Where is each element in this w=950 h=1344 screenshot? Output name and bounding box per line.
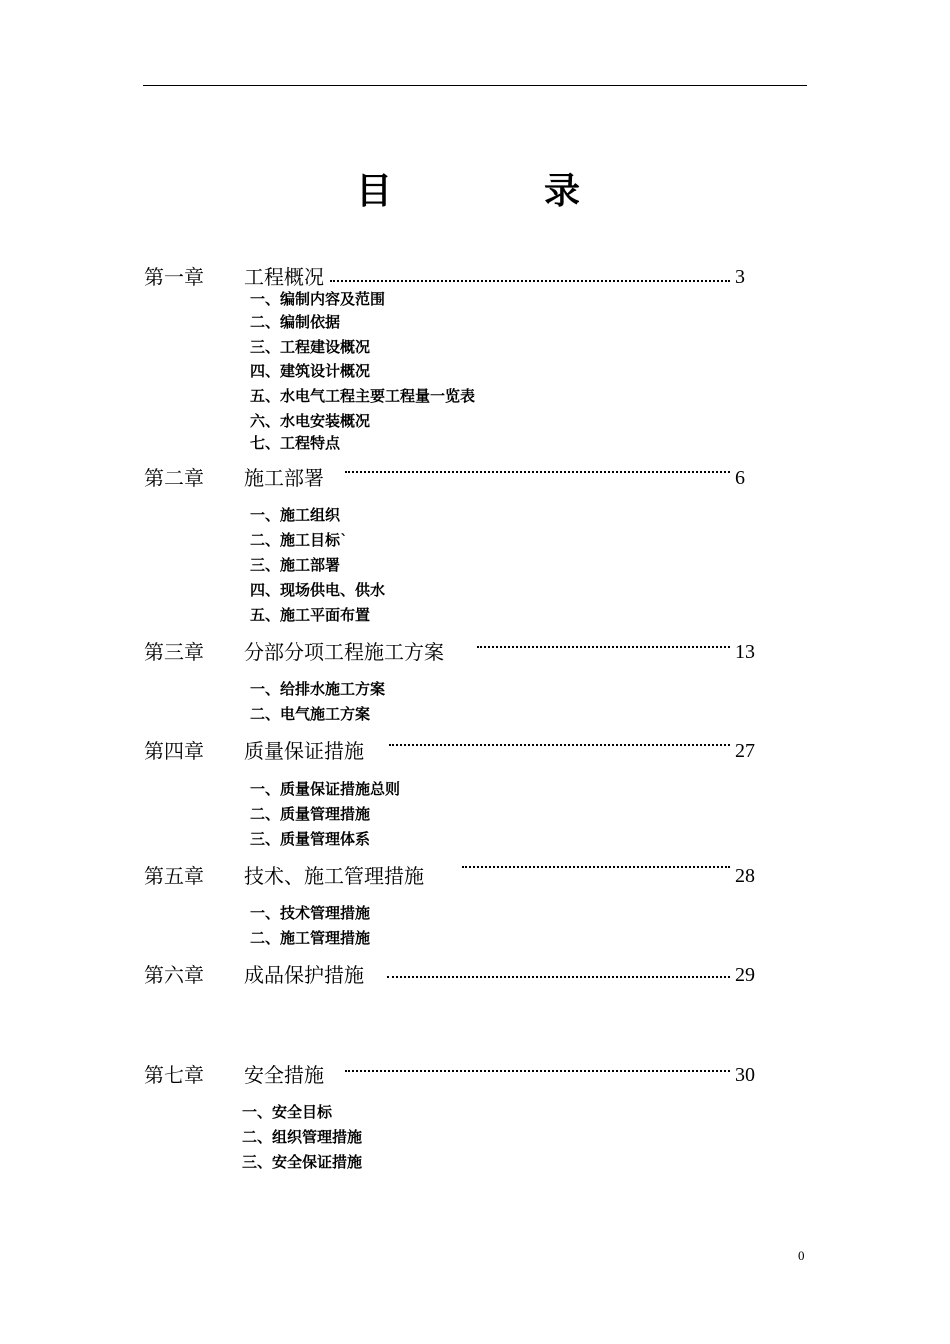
toc-item[interactable]: 一、给排水施工方案 (250, 680, 386, 698)
toc-item[interactable]: 一、编制内容及范围 (250, 290, 386, 308)
toc-chapter-6[interactable] (0, 961, 950, 991)
chapter-page: 6 (735, 467, 745, 489)
chapter-label: 第一章 (144, 265, 204, 289)
toc-item[interactable]: 一、安全目标 (242, 1103, 333, 1121)
toc-item[interactable]: 四、现场供电、供水 (250, 581, 386, 599)
page-title (0, 168, 950, 218)
chapter-title: 成品保护措施 (244, 963, 364, 987)
toc-item[interactable]: 一、技术管理措施 (250, 904, 371, 922)
toc-chapter-2[interactable] (0, 464, 950, 494)
chapter-page: 30 (735, 1064, 755, 1086)
toc-item[interactable]: 一、质量保证措施总则 (250, 780, 401, 798)
dot-leader (345, 1070, 730, 1072)
chapter-page: 28 (735, 865, 755, 887)
chapter-title: 安全措施 (244, 1063, 324, 1087)
toc-item[interactable]: 二、组织管理措施 (242, 1128, 363, 1146)
toc-chapter-3[interactable] (0, 638, 950, 668)
dot-leader (330, 280, 730, 282)
toc-item[interactable]: 二、质量管理措施 (250, 805, 371, 823)
dot-leader (345, 471, 730, 473)
page-number: 0 (798, 1248, 805, 1263)
chapter-label: 第三章 (144, 640, 204, 664)
toc-chapter-1[interactable] (0, 263, 950, 293)
chapter-title: 质量保证措施 (244, 739, 364, 763)
chapter-title: 工程概况 (244, 265, 324, 289)
toc-chapter-7[interactable] (0, 1061, 950, 1091)
chapter-page: 3 (735, 266, 745, 288)
header-rule (143, 85, 807, 86)
chapter-title: 施工部署 (244, 466, 324, 490)
chapter-label: 第六章 (144, 963, 204, 987)
dot-leader (387, 976, 730, 978)
chapter-page: 13 (735, 641, 755, 663)
dot-leader (477, 646, 730, 648)
toc-item[interactable]: 二、编制依据 (250, 313, 341, 331)
chapter-page: 29 (735, 964, 755, 986)
toc-item[interactable]: 二、电气施工方案 (250, 705, 371, 723)
toc-item[interactable]: 三、施工部署 (250, 556, 341, 574)
toc-item[interactable]: 三、工程建设概况 (250, 338, 371, 356)
toc-item[interactable]: 三、安全保证措施 (242, 1153, 363, 1171)
toc-item[interactable]: 一、施工组织 (250, 506, 341, 524)
toc-item[interactable]: 五、施工平面布置 (250, 606, 371, 624)
toc-chapter-5[interactable] (0, 862, 950, 892)
chapter-label: 第七章 (144, 1063, 204, 1087)
toc-item[interactable]: 二、施工目标` (250, 531, 348, 549)
chapter-title: 分部分项工程施工方案 (244, 640, 444, 664)
toc-item[interactable]: 五、水电气工程主要工程量一览表 (250, 387, 476, 405)
toc-item[interactable]: 六、水电安装概况 (250, 412, 371, 430)
chapter-title: 技术、施工管理措施 (244, 864, 424, 888)
chapter-label: 第四章 (144, 739, 204, 763)
chapter-label: 第二章 (144, 466, 204, 490)
chapter-page: 27 (735, 740, 755, 762)
toc-item[interactable]: 七、工程特点 (250, 434, 341, 452)
dot-leader (389, 744, 730, 746)
chapter-label: 第五章 (144, 864, 204, 888)
dot-leader (462, 866, 730, 868)
title-char-mu: 目 (356, 170, 393, 212)
toc-item[interactable]: 四、建筑设计概况 (250, 362, 371, 380)
toc-chapter-4[interactable] (0, 737, 950, 767)
title-char-lu: 录 (544, 170, 581, 212)
toc-item[interactable]: 三、质量管理体系 (250, 830, 371, 848)
toc-item[interactable]: 二、施工管理措施 (250, 929, 371, 947)
